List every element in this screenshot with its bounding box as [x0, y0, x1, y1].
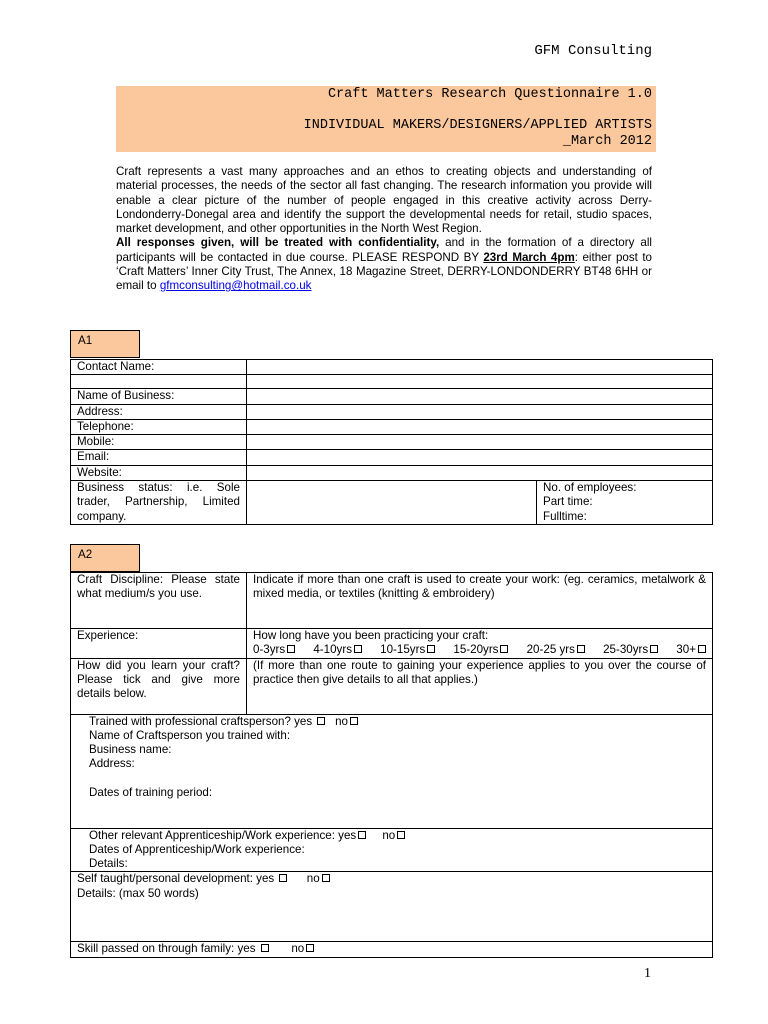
fulltime-label: Fulltime:: [543, 509, 587, 523]
apprentice-no-checkbox[interactable]: [397, 831, 405, 839]
email-link[interactable]: gfmconsulting@hotmail.co.uk: [159, 279, 312, 293]
apprentice-question: Other relevant Apprenticeship/Work experience: yes no: [89, 829, 706, 843]
trained-section[interactable]: [71, 714, 713, 828]
blank-label: [71, 375, 247, 389]
experience-option[interactable]: 0-3yrs: [253, 643, 295, 657]
checkbox[interactable]: [427, 645, 435, 653]
trained-address-label: Address:: [89, 757, 135, 771]
confidentiality-note: All responses given, will be treated with confidentiality,: [116, 236, 440, 250]
self-taught-no-checkbox[interactable]: [322, 874, 330, 882]
training-dates-label: Dates of training period:: [89, 785, 213, 799]
email-field[interactable]: [247, 450, 713, 465]
business-name-field[interactable]: [247, 389, 713, 404]
website-field[interactable]: [247, 465, 713, 480]
family-yes-checkbox[interactable]: [261, 944, 269, 952]
self-taught-yes-checkbox[interactable]: [279, 874, 287, 882]
address-label: Address:: [71, 404, 247, 419]
checkbox[interactable]: [287, 645, 295, 653]
trained-no-checkbox[interactable]: [350, 717, 358, 725]
experience-option[interactable]: 20-25 yrs: [527, 643, 585, 657]
section-a1-table: [70, 359, 713, 525]
intro-text-2: and in the formation of a directory all participants will be contacted in due course. PLEASE RESPOND BY: [116, 236, 652, 264]
experience-option[interactable]: 4-10yrs: [313, 643, 362, 657]
employees-cell[interactable]: [537, 481, 713, 525]
contact-name-field[interactable]: [247, 360, 713, 375]
part-time-label: Part time:: [543, 495, 593, 509]
telephone-field[interactable]: [247, 419, 713, 434]
experience-cell: [247, 629, 713, 659]
family-section[interactable]: [71, 942, 713, 957]
deadline: 23rd March 4pm: [483, 250, 575, 264]
title-line-1: Craft Matters Research Questionnaire 1.0: [327, 87, 652, 102]
checkbox[interactable]: [577, 645, 585, 653]
title-line-3: _March 2012: [562, 134, 652, 149]
experience-option[interactable]: 25-30yrs: [603, 643, 658, 657]
experience-label: Experience:: [71, 629, 247, 659]
family-no-checkbox[interactable]: [306, 944, 314, 952]
experience-question: How long have you been practicing your craft:: [253, 629, 489, 642]
craftsperson-name-label: Name of Craftsperson you trained with:: [89, 728, 291, 742]
trained-business-name-label: Business name:: [89, 743, 172, 757]
address-field[interactable]: [247, 404, 713, 419]
self-taught-details-label: Details: (max 50 words): [77, 886, 199, 900]
apprentice-yes-checkbox[interactable]: [358, 831, 366, 839]
self-taught-section[interactable]: [71, 872, 713, 942]
title-banner: [116, 86, 656, 152]
page-number: 1: [644, 966, 651, 981]
company-header: GFM Consulting: [534, 43, 652, 59]
checkbox[interactable]: [650, 645, 658, 653]
experience-options: [253, 643, 706, 657]
checkbox[interactable]: [354, 645, 362, 653]
trained-question: Trained with professional craftsperson? yes no: [89, 715, 706, 729]
checkbox[interactable]: [698, 645, 706, 653]
intro-text-3: : either post to ‘Craft Matters’ Inner City Trust, The Annex, 18 Magazine Street, DERRY-LONDONDERRY BT48 6HH or email to: [116, 250, 652, 293]
business-status-label: Business status: i.e. Sole trader, Partnership, Limited company.: [71, 481, 247, 525]
business-status-field[interactable]: [247, 481, 537, 525]
intro-text-1: Craft represents a vast many approaches and an ethos to creating objects and understanding of material processes, the needs of the sector all fast changing. The research information you provide will enable a clear picture of the number of people engaged in this creative activity across Derry-Londonderry-Donegal area and identify the support the developmental needs for retail, studio spaces, market development, and other opportunities in the North West Region.: [116, 165, 652, 236]
self-taught-question: Self taught/personal development: yes no: [77, 872, 706, 886]
apprentice-details-label: Details:: [89, 857, 128, 871]
email-label: Email:: [71, 450, 247, 465]
business-name-label: Name of Business:: [71, 389, 247, 404]
blank-field[interactable]: [247, 375, 713, 389]
trained-yes-checkbox[interactable]: [317, 717, 325, 725]
discipline-label: Craft Discipline: Please state what medium/s you use.: [71, 573, 247, 629]
title-line-2: INDIVIDUAL MAKERS/DESIGNERS/APPLIED ARTISTS: [303, 118, 652, 133]
experience-option[interactable]: 10-15yrs: [380, 643, 435, 657]
intro-paragraph: [116, 165, 652, 294]
employees-label: No. of employees:: [543, 481, 637, 495]
section-tab-a2: A2: [70, 544, 140, 572]
section-a2-table: [70, 572, 713, 958]
mobile-label: Mobile:: [71, 435, 247, 450]
discipline-hint[interactable]: Indicate if more than one craft is used to create your work: (eg. ceramics, metalwork & mixed media, or textiles (knitting & embroidery): [247, 573, 713, 629]
section-tab-a1: A1: [70, 330, 140, 358]
experience-option[interactable]: 30+: [676, 643, 706, 657]
experience-option[interactable]: 15-20yrs: [453, 643, 508, 657]
apprentice-dates-label: Dates of Apprenticeship/Work experience:: [89, 842, 305, 856]
contact-name-label: Contact Name:: [71, 360, 247, 375]
checkbox[interactable]: [500, 645, 508, 653]
apprentice-section[interactable]: [71, 828, 713, 872]
learn-label: How did you learn your craft? Please tick and give more details below.: [71, 658, 247, 714]
telephone-label: Telephone:: [71, 419, 247, 434]
mobile-field[interactable]: [247, 435, 713, 450]
website-label: Website:: [71, 465, 247, 480]
family-question: Skill passed on through family: yes no: [77, 942, 706, 956]
learn-hint: (If more than one route to gaining your experience applies to you over the course of practice then give details to all that applies.): [247, 658, 713, 714]
